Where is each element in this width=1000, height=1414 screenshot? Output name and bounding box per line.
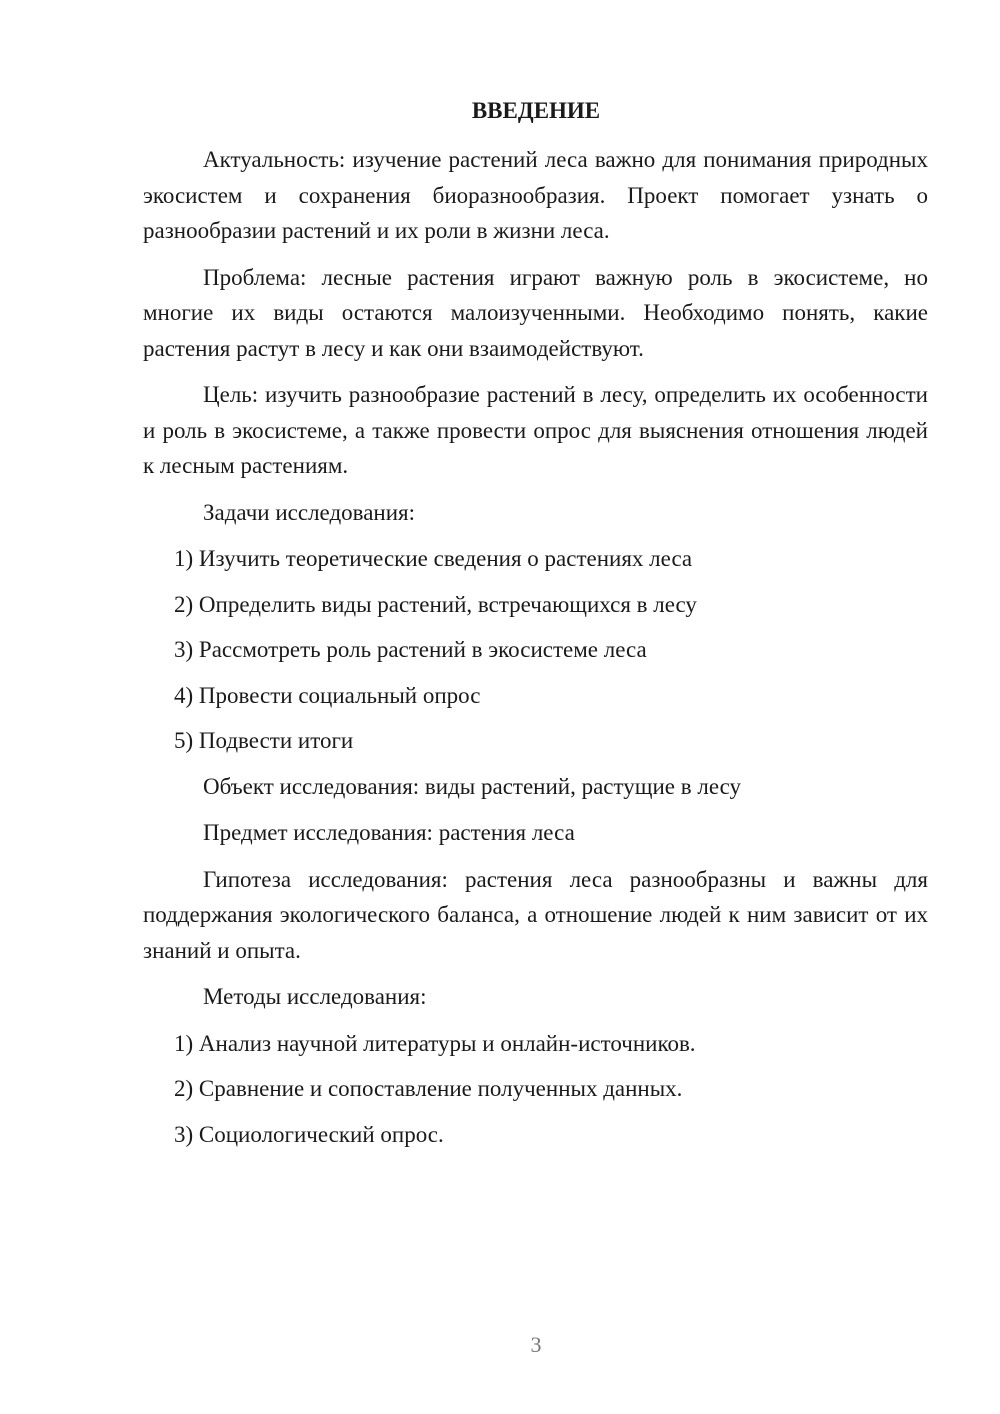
list-item: 1) Изучить теоретические сведения о растениях леса: [174, 546, 693, 571]
goal-paragraph: Цель: изучить разнообразие растений в лесу, определить их особенности и роль в экосистеме, а также провести опрос для выяснения отношения людей к лесным растениям.: [143, 382, 928, 478]
document-body: [143, 142, 928, 1162]
list-item: 1) Анализ научной литературы и онлайн-источников.: [174, 1030, 696, 1056]
tasks-list: [143, 541, 928, 759]
tasks-heading: Задачи исследования:: [203, 499, 416, 525]
list-item: 2) Сравнение и сопоставление полученных данных.: [174, 1076, 683, 1101]
list-item: 2) Определить виды растений, встречающихся в лесу: [174, 591, 697, 617]
subject-paragraph: Предмет исследования: растения леса: [203, 820, 575, 845]
methods-heading: Методы исследования:: [203, 984, 427, 1009]
list-item: 3) Социологический опрос.: [174, 1121, 444, 1147]
object-paragraph: Объект исследования: виды растений, растущие в лесу: [203, 773, 742, 799]
list-item: 3) Рассмотреть роль растений в экосистеме леса: [174, 637, 647, 662]
methods-list: [143, 1026, 928, 1153]
relevance-paragraph: Актуальность: изучение растений леса важно для понимания природных экосистем и сохранения биоразнообразия. Проект помогает узнать о разнообразии растений и их роли в жизни леса.: [143, 147, 928, 243]
page-number: 3: [530, 1332, 542, 1357]
list-item: 5) Подвести итоги: [174, 728, 354, 753]
list-item: 4) Провести социальный опрос: [174, 682, 481, 708]
section-title: ВВЕДЕНИЕ: [471, 98, 601, 123]
hypothesis-paragraph: Гипотеза исследования: растения леса разнообразны и важны для поддержания экологического баланса, а отношение людей к ним зависит от их знаний и опыта.: [143, 866, 928, 963]
problem-paragraph: Проблема: лесные растения играют важную роль в экосистеме, но многие их виды остаются малоизученными. Необходимо понять, какие растения растут в лесу и как они взаимодействуют.: [143, 264, 928, 361]
